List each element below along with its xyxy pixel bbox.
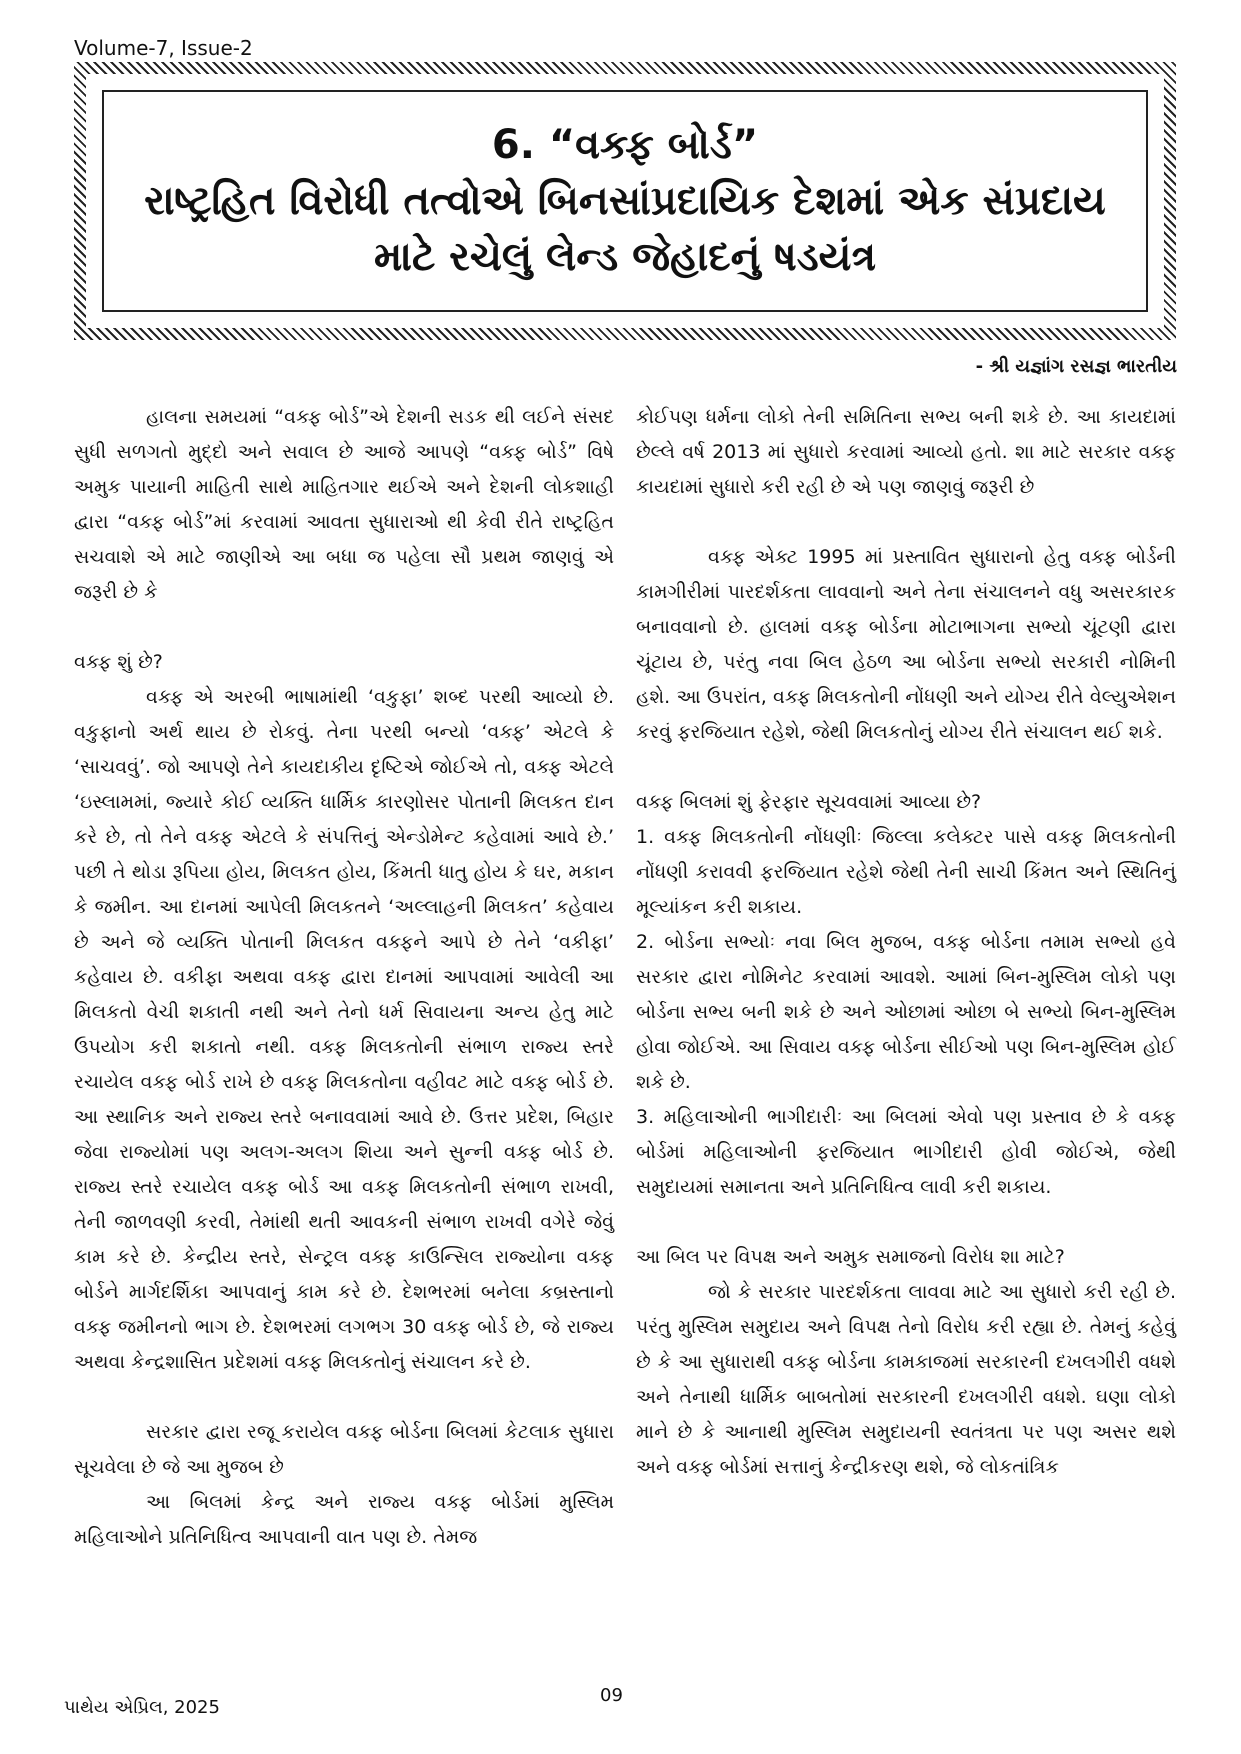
paragraph: જો કે સરકાર પારદર્શકતા લાવવા માટે આ સુધારો કરી રહી છે. પરંતુ મુસ્લિમ સમુદાય અને વિપક્ષ તેનો વિરોધ કરી રહ્યા છે. તેમનું કહેવું છે કે આ સુધારાથી વક્ફ બોર્ડના કામકાજમાં સરકારની દખલગીરી વધશે અને તેનાથી ધાર્મિક બાબતોમાં સરકારની દખલગીરી વધશે. ઘણા લોકો માને છે કે આનાથી મુસ્લિમ સમુદાયની સ્વતંત્રતા પર પણ અસર થશે અને વક્ફ બોર્ડમાં સત્તાનું કેન્દ્રીકરણ થશે, જે લોકતાંત્રિક bbox=[636, 1281, 1176, 1478]
right-column bbox=[636, 400, 1176, 1485]
title-frame bbox=[74, 62, 1176, 340]
paragraph: કોઈપણ ધર્મના લોકો તેની સમિતિના સભ્ય બની શકે છે. આ કાયદામાં છેલ્લે વર્ષ 2013 માં સુધારો કરવામાં આવ્યો હતો. શા માટે સરકાર વક્ફ કાયદામાં સુધારો કરી રહી છે એ પણ જાણવું જરૂરી છે bbox=[636, 406, 1176, 498]
page-number: 09 bbox=[600, 1685, 623, 1706]
author-byline: - શ્રી યજ્ઞાંગ રસજ્ઞ ભારતીય bbox=[975, 356, 1177, 377]
list-item: 3. મહિલાઓની ભાગીદારીઃ આ બિલમાં એવો પણ પ્રસ્તાવ છે કે વક્ફ બોર્ડમાં મહિલાઓની ફરજિયાત ભાગીદારી હોવી જોઈએ, જેથી સમુદાયમાં સમાનતા અને પ્રતિનિધિત્વ લાવી કરી શકાય. bbox=[636, 1106, 1176, 1198]
section-heading: આ બિલ પર વિપક્ષ અને અમુક સમાજનો વિરોધ શા માટે? bbox=[636, 1246, 1065, 1268]
paragraph: સરકાર દ્વારા રજૂ કરાયેલ વક્ફ બોર્ડના બિલમાં કેટલાક સુધારા સૂચવેલા છે જે આ મુજબ છે bbox=[74, 1421, 614, 1478]
title-line-3: માટે રચેલું લેન્ડ જેહાદનું ષડયંત્ર bbox=[373, 234, 877, 280]
title-block bbox=[102, 90, 1148, 312]
paragraph: આ બિલમાં કેન્દ્ર અને રાજ્ય વક્ફ બોર્ડમાં મુસ્લિમ મહિલાઓને પ્રતિનિધિત્વ આપવાની વાત પણ છે. તેમજ bbox=[74, 1491, 614, 1548]
list-item: 1. વક્ફ મિલકતોની નોંધણીઃ જિલ્લા કલેક્ટર પાસે વક્ફ મિલકતોની નોંધણી કરાવવી ફરજિયાત રહેશે જેથી તેની સાચી કિંમત અને સ્થિતિનું મૂલ્યાંકન કરી શકાય. bbox=[636, 826, 1176, 918]
title-line-1: 6. “વક્ફ બોર્ડ” bbox=[491, 122, 759, 168]
paragraph: વક્ફ એક્ટ 1995 માં પ્રસ્તાવિત સુધારાનો હેતુ વક્ફ બોર્ડની કામગીરીમાં પારદર્શકતા લાવવાનો અને તેના સંચાલનને વધુ અસરકારક બનાવવાનો છે. હાલમાં વક્ફ બોર્ડના મોટાભાગના સભ્યો ચૂંટણી દ્વારા ચૂંટાય છે, પરંતુ નવા બિલ હેઠળ આ બોર્ડના સભ્યો સરકારી નોમિની હશે. આ ઉપરાંત, વક્ફ મિલકતોની નોંધણી અને યોગ્ય રીતે વેલ્યુએશન કરવું ફરજિયાત રહેશે, જેથી મિલકતોનું યોગ્ય રીતે સંચાલન થઈ શકે. bbox=[636, 546, 1176, 743]
left-column bbox=[74, 400, 614, 1555]
title-line-2: રાષ્ટ્રહિત વિરોધી તત્વોએ બિનસાંપ્રદાયિક દેશમાં એક સંપ્રદાય bbox=[144, 178, 1106, 224]
volume-issue: Volume-7, Issue-2 bbox=[74, 36, 253, 60]
paragraph: વક્ફ એ અરબી ભાષામાંથી ‘વકુફા’ શબ્દ પરથી આવ્યો છે. વકુફાનો અર્થ થાય છે રોકવું. તેના પરથી બન્યો ‘વક્ફ’ એટલે કે ‘સાચવવું’. જો આપણે તેને કાયદાકીય દૃષ્ટિએ જોઈએ તો, વક્ફ એટલે ‘ઇસ્લામમાં, જ્યારે કોઈ વ્યક્તિ ધાર્મિક કારણોસર પોતાની મિલકત દાન કરે છે, તો તેને વક્ફ એટલે કે સંપત્તિનું એન્ડોમેન્ટ કહેવામાં આવે છે.’ પછી તે થોડા રૂપિયા હોય, મિલકત હોય, કિંમતી ધાતુ હોય કે ઘર, મકાન કે જમીન. આ દાનમાં આપેલી મિલકતને ‘અલ્લાહની મિલકત’ કહેવાય છે અને જે વ્યક્તિ પોતાની મિલકત વક્ફને આપે છે તેને ‘વકીફા’ કહેવાય છે. વકીફા અથવા વક્ફ દ્વારા દાનમાં આપવામાં આવેલી આ મિલકતો વેચી શકાતી નથી અને તેનો ધર્મ સિવાયના અન્ય હેતુ માટે ઉપયોગ કરી શકાતો નથી. વક્ફ મિલકતોની સંભાળ રાજ્ય સ્તરે રચાયેલ વક્ફ બોર્ડ રાખે છે વક્ફ મિલકતોના વહીવટ માટે વક્ફ બોર્ડ છે. આ સ્થાનિક અને રાજ્ય સ્તરે બનાવવામાં આવે છે. ઉત્તર પ્રદેશ, બિહાર જેવા રાજ્યોમાં પણ અલગ-અલગ શિયા અને સુન્ની વક્ફ બોર્ડ છે. રાજ્ય સ્તરે રચાયેલ વક્ફ બોર્ડ આ વક્ફ મિલકતોની સંભાળ રાખવી, તેની જાળવણી કરવી, તેમાંથી થતી આવકની સંભાળ રાખવી વગેરે જેવું કામ કરે છે. કેન્દ્રીય સ્તરે, સેન્ટ્રલ વક્ફ કાઉન્સિલ રાજ્યોના વક્ફ બોર્ડને માર્ગદર્શિકા આપવાનું કામ કરે છે. દેશભરમાં બનેલા કબ્રસ્તાનો વક્ફ જમીનનો ભાગ છે. દેશભરમાં લગભગ 30 વક્ફ બોર્ડ છે, જે રાજ્ય અથવા કેન્દ્રશાસિત પ્રદેશમાં વક્ફ મિલકતોનું સંચાલન કરે છે. bbox=[74, 686, 614, 1373]
section-heading: વક્ફ શું છે? bbox=[74, 651, 163, 673]
list-item: 2. બોર્ડના સભ્યોઃ નવા બિલ મુજબ, વક્ફ બોર્ડના તમામ સભ્યો હવે સરકાર દ્વારા નોમિનેટ કરવામાં આવશે. આમાં બિન-મુસ્લિમ લોકો પણ બોર્ડના સભ્ય બની શકે છે અને ઓછામાં ઓછા બે સભ્યો બિન-મુસ્લિમ હોવા જોઈએ. આ સિવાય વક્ફ બોર્ડના સીઈઓ પણ બિન-મુસ્લિમ હોઈ શકે છે. bbox=[636, 931, 1176, 1093]
section-heading: વક્ફ બિલમાં શું ફેરફાર સૂચવવામાં આવ્યા છે? bbox=[636, 791, 982, 813]
paragraph: હાલના સમયમાં “વક્ફ બોર્ડ”એ દેશની સડક થી લઈને સંસદ સુધી સળગતો મુદ્દો અને સવાલ છે આજે આપણે “વક્ફ બોર્ડ” વિષે અમુક પાયાની માહિતી સાથે માહિતગાર થઈએ અને દેશની લોકશાહી દ્વારા “વક્ફ બોર્ડ”માં કરવામાં આવતા સુધારાઓ થી કેવી રીતે રાષ્ટ્રહિત સચવાશે એ માટે જાણીએ આ બધા જ પહેલા સૌ પ્રથમ જાણવું એ જરૂરી છે કે bbox=[74, 406, 614, 603]
publication-footer: પાથેય એપ્રિલ, 2025 bbox=[64, 1697, 220, 1718]
